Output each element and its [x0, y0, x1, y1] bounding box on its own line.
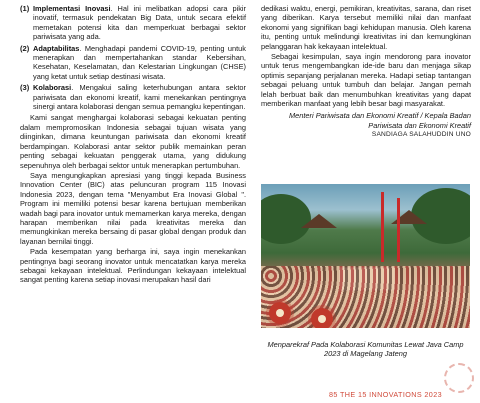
list-item — [20, 4, 246, 42]
flag-pole — [397, 198, 400, 262]
roof-shape — [301, 214, 337, 228]
list-item — [20, 83, 246, 111]
page-footer: 85 THE 15 INNOVATIONS 2023 — [328, 390, 442, 399]
photo-caption: Menparekraf Pada Kolaborasi Komunitas Lewat Java Camp 2023 di Magelang Jateng — [267, 340, 464, 359]
body-paragraph: Saya mengungkapkan apresiasi yang tinggi kepada Business Innovation Center (BIC) atas peluncuran program 115 Inovasi Indonesia 2023, dengan tema "Menyambut Era Inovasi Global ". Program ini memiliki potensi besar karena bertujuan memberikan wadah bagi para inovator untuk memamerkan karya mereka, dengan harapan memberikan nilai pada kreativitas mereka dan memungkinkan mereka bersaing di pasar global dengan produk dan layanan bernilai tinggi. — [20, 170, 246, 246]
gear-decor-icon — [444, 363, 474, 393]
gear-icon — [269, 302, 291, 324]
list-number: (3) — [20, 83, 30, 93]
list-text: . Menghadapi pandemi COVID-19, penting untuk menerapkan dan mempertahankan standar Kebersihan, Kesehatan, Keselamatan, dan Kelestarian Lingkungan (CHSE) yang ketat untuk setiap destinasi wisata. — [33, 43, 246, 81]
list-number: (2) — [20, 43, 30, 53]
list-lead: Implementasi Inovasi — [33, 4, 111, 13]
gear-icon — [311, 308, 333, 328]
list-text: . Hal ini melibatkan adopsi cara pikir inovatif, termasuk pendekatan Big Data, untuk secara efektif memetakan potensi kita dan memperkuat berbagai sektor pariwisata yang ada. — [33, 4, 246, 42]
body-paragraph: Sebagai kesimpulan, saya ingin mendorong para inovator untuk terus mengembangkan ide-ide baru dan menjaga sikap optimis sepanjang perjalanan mereka. Hadapi setiap tantangan sebagai peluang untuk tumbuh dan belajar. Jangan pernah lelah berbuat baik dan menumbuhkan kreativitas yang dapat memberikan manfaat yang lebih besar bagi masyarakat. — [261, 52, 471, 109]
list-number: (1) — [20, 4, 30, 13]
flag-pole — [381, 192, 384, 262]
list-lead: Adaptabilitas — [33, 43, 80, 53]
right-column — [261, 4, 471, 139]
list-text: . Mengakui saling keterhubungan antara sektor pariwisata dan ekonomi kreatif, kami menekankan pentingnya sinergi antara kolaborasi dengan semua pemangku kepentingan. — [33, 83, 246, 112]
body-paragraph: Pada kesempatan yang berharga ini, saya ingin menekankan pentingnya bagi seorang inovator untuk mencatatkan karya mereka sebagai kekayaan intelektual. Perlindungan kekayaan intelektual sangat penting karena setiap inovasi merupakan hasil dari — [20, 247, 246, 285]
signature-name: SANDIAGA SALAHUDDIN UNO — [371, 131, 471, 139]
body-paragraph: dedikasi waktu, energi, pemikiran, kreativitas, sarana, dan riset yang diberikan. Karya tersebut memiliki nilai dan manfaat ekonomi yang signifikan bagi kehidupan manusia. Oleh karena itu, penting untuk melindungi kreativitas ini dan kemungkinan pelanggaran hak kekayaan intelektual. — [261, 4, 471, 51]
list-lead: Kolaborasi — [33, 83, 72, 93]
left-column — [20, 4, 246, 285]
list-item — [20, 44, 246, 82]
event-photo — [261, 184, 470, 328]
body-paragraph: Kami sangat menghargai kolaborasi sebagai kekuatan penting dalam mempromosikan Indonesia sebagai tujuan wisata yang diinginkan, dimana keuntungan pariwisata dan ekonomi kreatif berdampingan. Kolaborasi antar sektor publik memainkan peran penting sebagai kekuatan penggerak utama, yang didukung sepenuhnya oleh berbagai sektor untuk menerapkan pertumbuhan. — [20, 113, 246, 170]
signature-title: Menteri Pariwisata dan Ekonomi Kreatif / Kepala Badan Pariwisata dan Ekonomi Kreatif — [289, 111, 471, 130]
crowd-shape — [261, 266, 470, 328]
